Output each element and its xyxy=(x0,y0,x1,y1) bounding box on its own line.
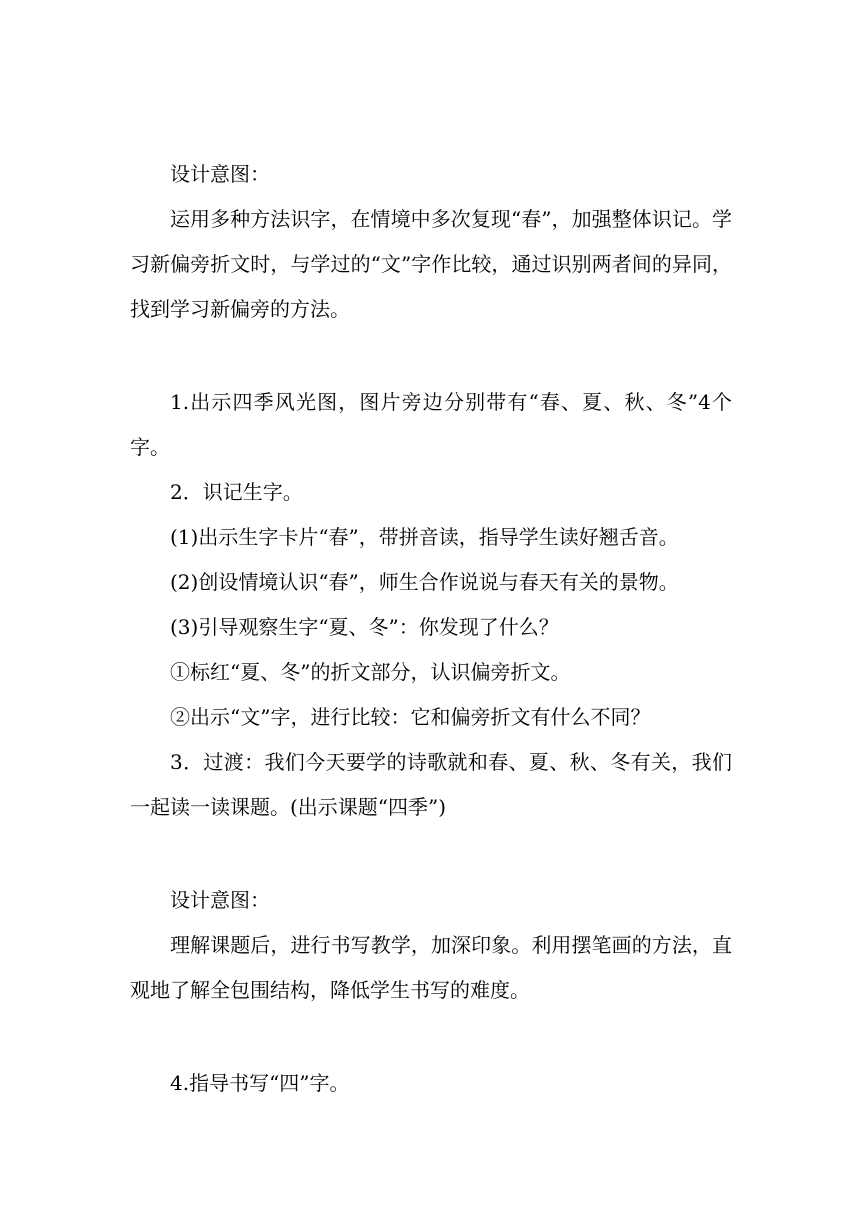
design-intent-paragraph-2: 理解课题后，进行书写教学，加深印象。利用摆笔画的方法，直观地了解全包围结构，降低学生书写的难度。 xyxy=(130,933,732,1002)
design-intent-paragraph-1: 运用多种方法识字，在情境中多次复现“春”，加强整体识记。学习新偏旁折文时，与学过的“文”字作比较，通过识别两者间的异同，找到学习新偏旁的方法。 xyxy=(130,207,732,321)
section-gap xyxy=(130,830,732,878)
substep-1-text: (1)出示生字卡片“春”，带拼音读，指导学生读好翘舌音。 xyxy=(170,525,679,549)
design-intent-heading-2: 设计意图： xyxy=(170,888,270,912)
substep-circle-1-text: ①标红“夏、冬”的折文部分，认识偏旁折文。 xyxy=(170,660,571,684)
step-4-text: 4.指导书写“四”字。 xyxy=(170,1071,350,1095)
step-3-text: 3．过渡：我们今天要学的诗歌就和春、夏、秋、冬有关，我们一起读一读课题。(出示课题“四季”) xyxy=(130,750,732,819)
design-intent-heading-1: 设计意图： xyxy=(170,162,270,186)
step-2-text: 2．识记生字。 xyxy=(170,480,303,504)
section-gap xyxy=(130,332,732,380)
document-body xyxy=(130,152,732,1106)
substep-circle-2-text: ②出示“文”字，进行比较：它和偏旁折文有什么不同？ xyxy=(170,705,651,729)
step-1-text: 1.出示四季风光图，图片旁边分别带有“春、夏、秋、冬”4个字。 xyxy=(130,390,732,459)
section-gap xyxy=(130,1013,732,1061)
substep-3-text: (3)引导观察生字“夏、冬”：你发现了什么？ xyxy=(170,615,559,639)
substep-2-text: (2)创设情境认识“春”，师生合作说说与春天有关的景物。 xyxy=(170,570,679,594)
